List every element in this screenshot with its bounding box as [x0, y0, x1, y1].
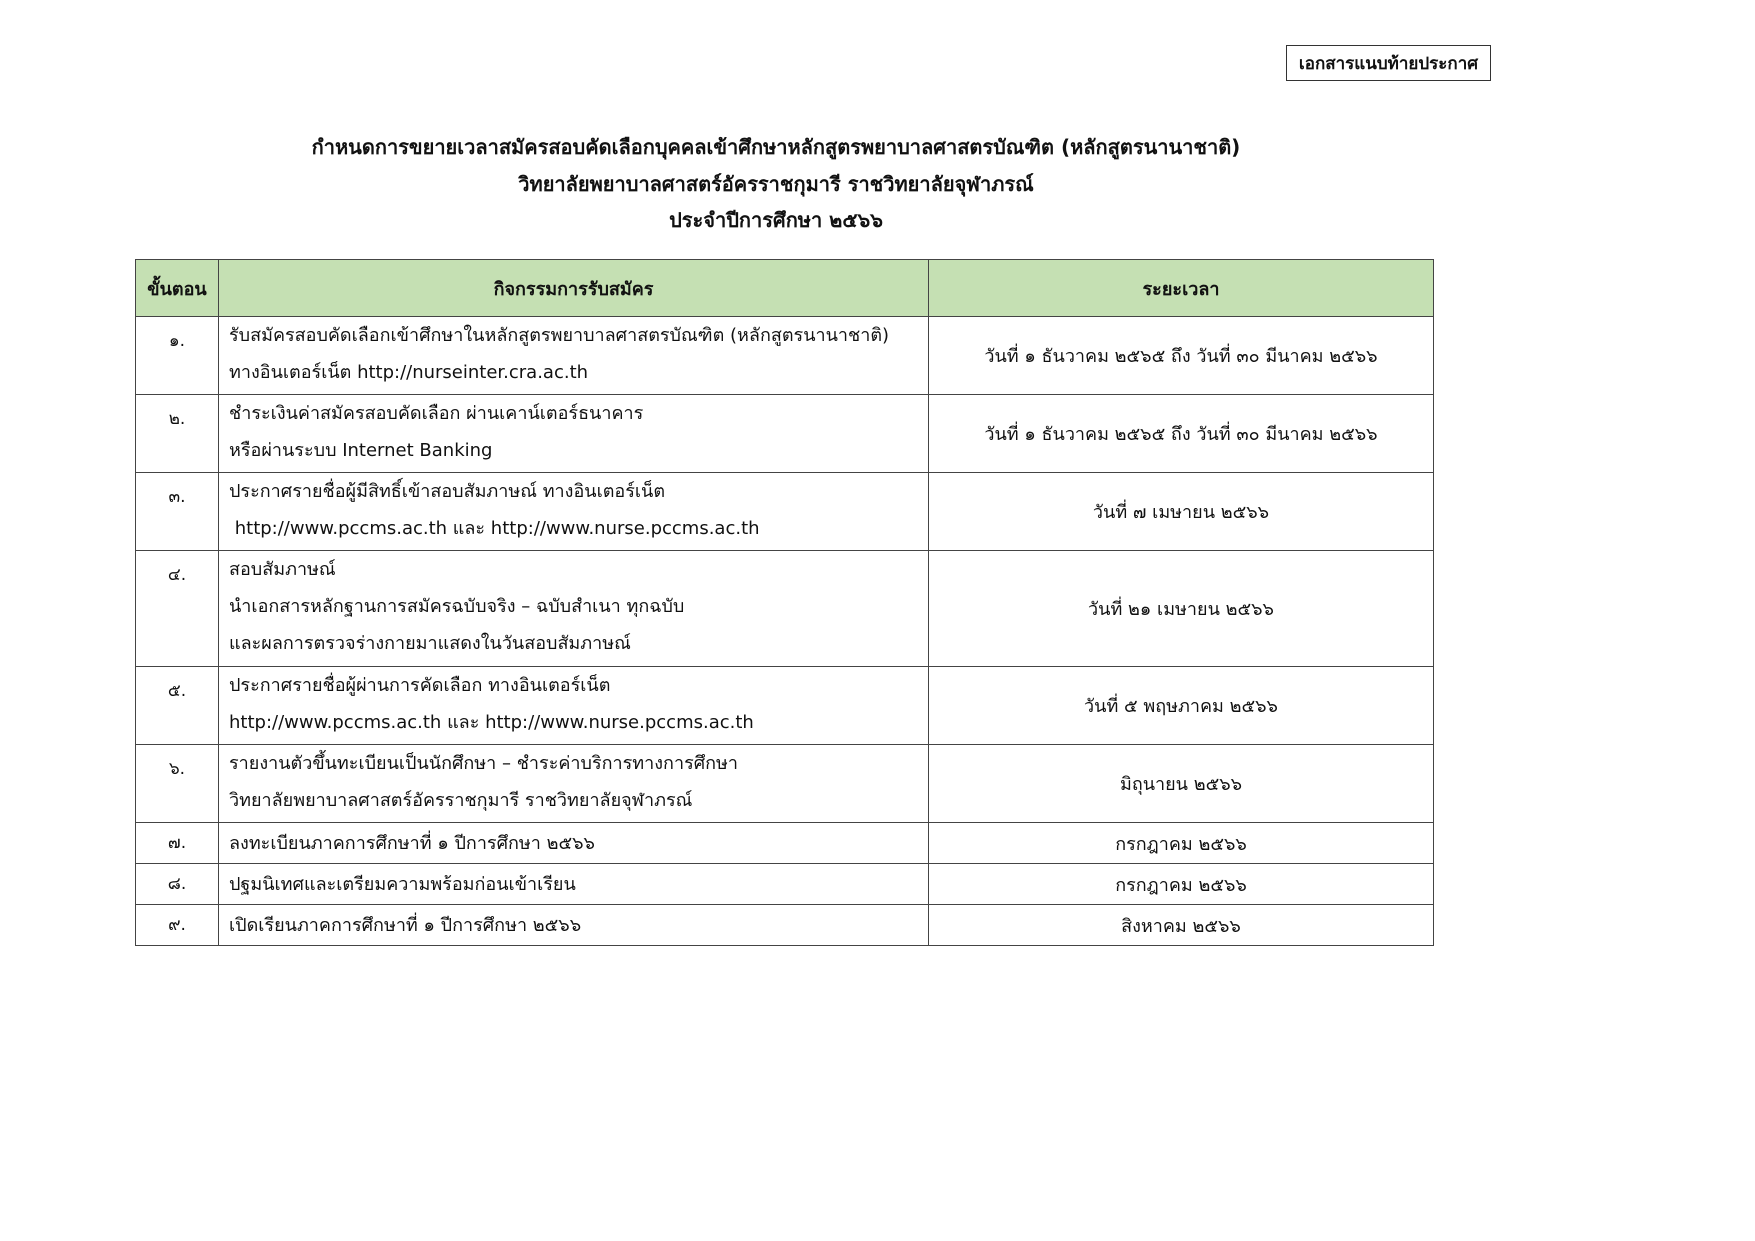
activity-line: เปิดเรียนภาคการศึกษาที่ ๑ ปีการศึกษา ๒๕๖๖ — [229, 914, 582, 936]
document-title: กำหนดการขยายเวลาสมัครสอบคัดเลือกบุคคลเข้าศึกษาหลักสูตรพยาบาลศาสตรบัณฑิต (หลักสูตรนานาชาติ) — [311, 135, 1241, 159]
activity-cell — [219, 823, 929, 864]
table-row — [136, 823, 1434, 864]
table-row — [136, 473, 1434, 551]
activity-line: http://www.pccms.ac.th และ http://www.nurse.pccms.ac.th — [229, 518, 760, 539]
activity-line: หรือผ่านระบบ Internet Banking — [229, 440, 493, 461]
period-cell: วันที่ ๗ เมษายน ๒๕๖๖ — [929, 473, 1434, 551]
table-row — [136, 905, 1434, 946]
table-header-row — [136, 260, 1434, 317]
step-number: ๘. — [136, 864, 219, 905]
activity-line: รับสมัครสอบคัดเลือกเข้าศึกษาในหลักสูตรพยาบาลศาสตรบัณฑิต (หลักสูตรนานาชาติ) — [229, 325, 890, 346]
step-number: ๗. — [136, 823, 219, 864]
header-period: ระยะเวลา — [929, 260, 1434, 317]
period-cell: วันที่ ๑ ธันวาคม ๒๕๖๕ ถึง วันที่ ๓๐ มีนาคม ๒๕๖๖ — [929, 317, 1434, 395]
period-cell: วันที่ ๕ พฤษภาคม ๒๕๖๖ — [929, 667, 1434, 745]
table-row — [136, 551, 1434, 667]
period-cell: วันที่ ๑ ธันวาคม ๒๕๖๕ ถึง วันที่ ๓๐ มีนาคม ๒๕๖๖ — [929, 395, 1434, 473]
activity-line: http://www.pccms.ac.th และ http://www.nurse.pccms.ac.th — [229, 712, 754, 733]
header-activity: กิจกรรมการรับสมัคร — [219, 260, 929, 317]
activity-line: นำเอกสารหลักฐานการสมัครฉบับจริง – ฉบับสำเนา ทุกฉบับ — [229, 596, 685, 617]
activity-cell — [219, 667, 929, 745]
step-number: ๖. — [136, 745, 219, 823]
period-cell: วันที่ ๒๑ เมษายน ๒๕๖๖ — [929, 551, 1434, 667]
table-row — [136, 864, 1434, 905]
header-step: ขั้นตอน — [136, 260, 219, 317]
academic-year: ประจำปีการศึกษา ๒๕๖๖ — [669, 208, 883, 232]
activity-cell — [219, 473, 929, 551]
activity-cell — [219, 864, 929, 905]
step-number: ๑. — [136, 317, 219, 395]
activity-line: ลงทะเบียนภาคการศึกษาที่ ๑ ปีการศึกษา ๒๕๖๖ — [229, 832, 595, 854]
activity-line: วิทยาลัยพยาบาลศาสตร์อัครราชกุมารี ราชวิทยาลัยจุฬาภรณ์ — [229, 790, 693, 811]
activity-cell — [219, 395, 929, 473]
activity-line: และผลการตรวจร่างกายมาแสดงในวันสอบสัมภาษณ์ — [229, 633, 631, 654]
activity-line: ประกาศรายชื่อผู้ผ่านการคัดเลือก ทางอินเตอร์เน็ต — [229, 675, 611, 696]
activity-cell — [219, 317, 929, 395]
activity-cell — [219, 905, 929, 946]
schedule-table — [135, 259, 1434, 946]
step-number: ๙. — [136, 905, 219, 946]
period-cell: กรกฎาคม ๒๕๖๖ — [929, 823, 1434, 864]
step-number: ๔. — [136, 551, 219, 667]
table-row — [136, 395, 1434, 473]
activity-line: ทางอินเตอร์เน็ต http://nurseinter.cra.ac.th — [229, 362, 589, 383]
activity-cell — [219, 551, 929, 667]
table-row — [136, 667, 1434, 745]
period-cell: สิงหาคม ๒๕๖๖ — [929, 905, 1434, 946]
table-row — [136, 317, 1434, 395]
step-number: ๒. — [136, 395, 219, 473]
activity-line: ปฐมนิเทศและเตรียมความพร้อมก่อนเข้าเรียน — [229, 873, 576, 895]
activity-line: สอบสัมภาษณ์ — [229, 559, 336, 580]
period-cell: มิถุนายน ๒๕๖๖ — [929, 745, 1434, 823]
step-number: ๕. — [136, 667, 219, 745]
institution-name: วิทยาลัยพยาบาลศาสตร์อัครราชกุมารี ราชวิทยาลัยจุฬาภรณ์ — [518, 172, 1034, 196]
activity-line: รายงานตัวขึ้นทะเบียนเป็นนักศึกษา – ชำระค่าบริการทางการศึกษา — [229, 753, 739, 774]
activity-line: ชำระเงินค่าสมัครสอบคัดเลือก ผ่านเคาน์เตอร์ธนาคาร — [229, 403, 644, 424]
attachment-label: เอกสารแนบท้ายประกาศ — [1286, 45, 1491, 81]
step-number: ๓. — [136, 473, 219, 551]
activity-line: ประกาศรายชื่อผู้มีสิทธิ์เข้าสอบสัมภาษณ์ ทางอินเตอร์เน็ต — [229, 481, 666, 502]
table-row — [136, 745, 1434, 823]
activity-cell — [219, 745, 929, 823]
period-cell: กรกฎาคม ๒๕๖๖ — [929, 864, 1434, 905]
